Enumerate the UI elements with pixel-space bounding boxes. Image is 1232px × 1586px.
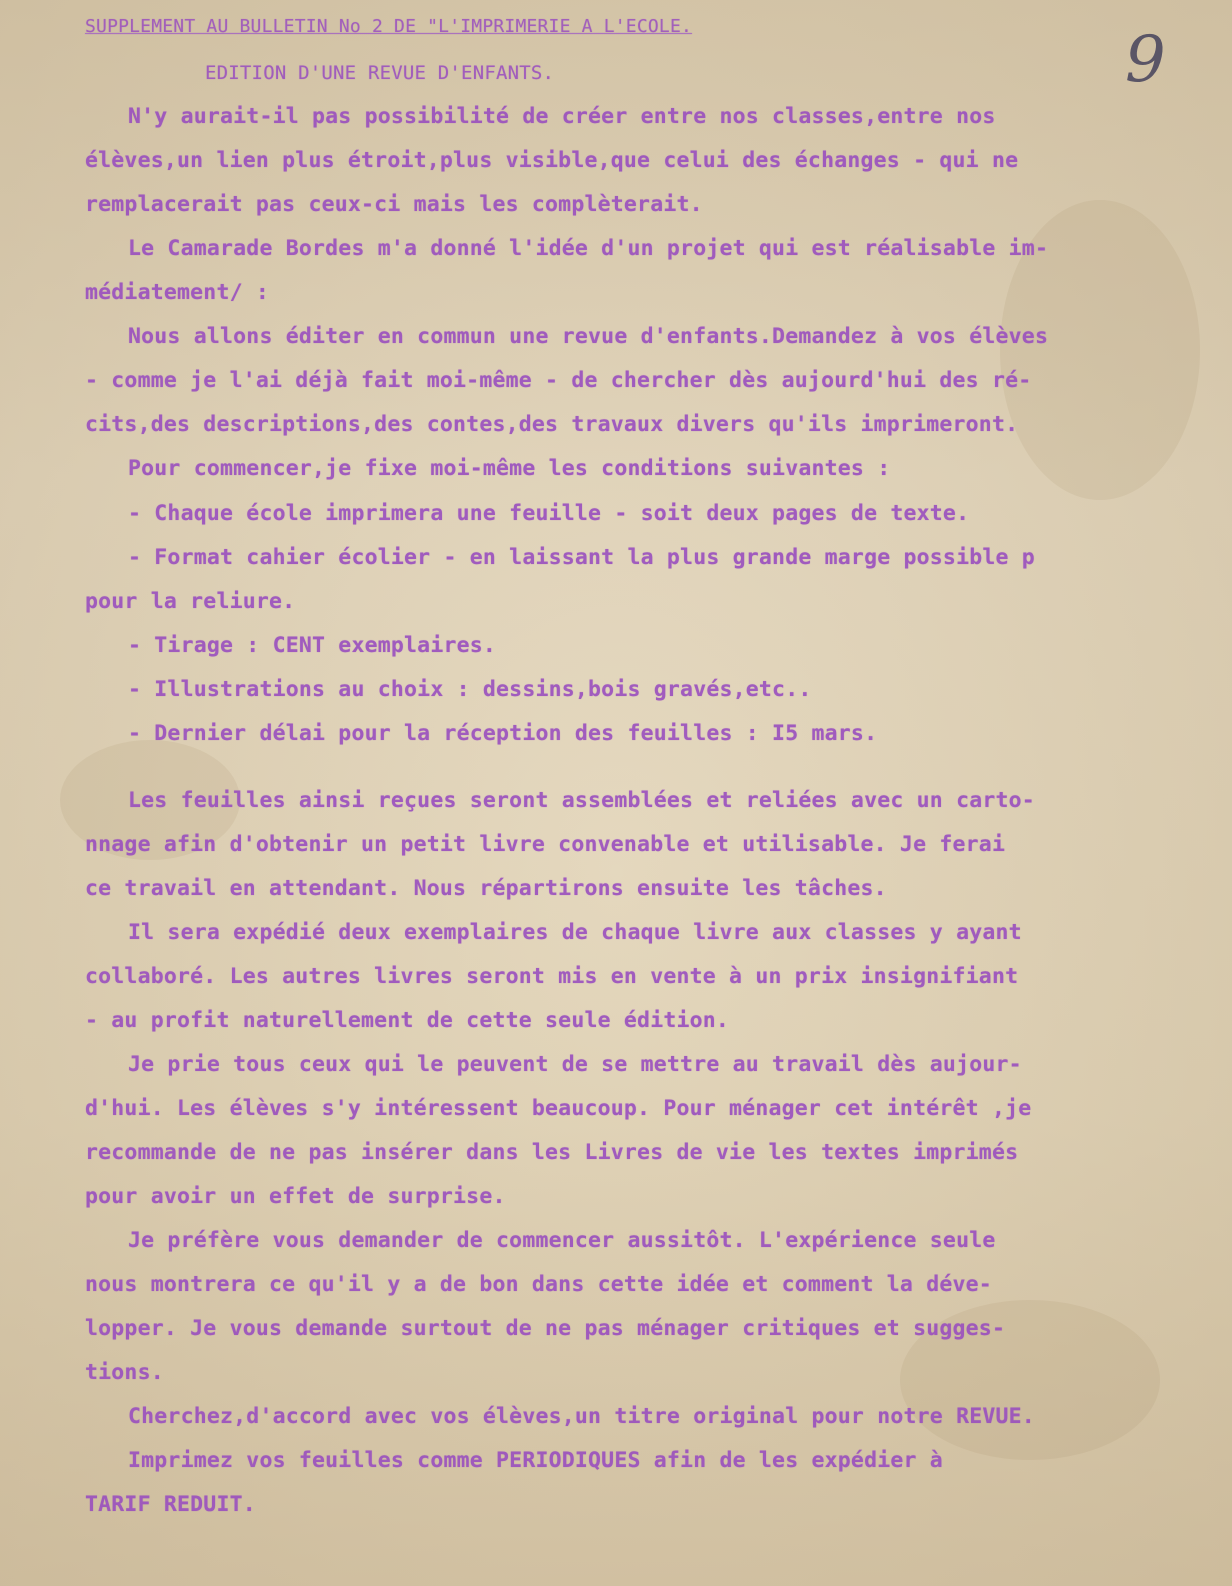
body-line: Je prie tous ceux qui le peuvent de se mettre au travail dès aujour- (128, 1052, 1022, 1077)
body-line: TARIF REDUIT. (85, 1492, 256, 1517)
body-line: pour la reliure. (85, 589, 296, 614)
body-line: N'y aurait-il pas possibilité de créer entre nos classes,entre nos (128, 104, 996, 129)
body-line: d'hui. Les élèves s'y intéressent beaucoup. Pour ménager cet intérêt ,je (85, 1096, 1032, 1121)
body-line: Pour commencer,je fixe moi-même les conditions suivantes : (128, 456, 891, 481)
document-title: EDITION D'UNE REVUE D'ENFANTS. (205, 62, 555, 84)
body-line: - au profit naturellement de cette seule édition. (85, 1008, 730, 1033)
document-header: SUPPLEMENT AU BULLETIN No 2 DE "L'IMPRIMERIE A L'ECOLE. (85, 16, 693, 37)
list-item: - Format cahier écolier - en laissant la plus grande marge possible p (128, 545, 1035, 570)
body-line: Les feuilles ainsi reçues seront assemblées et reliées avec un carto- (128, 788, 1035, 813)
body-line: recommande de ne pas insérer dans les Livres de vie les textes imprimés (85, 1140, 1019, 1165)
body-line: Imprimez vos feuilles comme PERIODIQUES afin de les expédier à (128, 1448, 943, 1473)
body-line: médiatement/ : (85, 280, 270, 305)
body-line: ce travail en attendant. Nous répartirons ensuite les tâches. (85, 876, 887, 901)
body-line: nnage afin d'obtenir un petit livre convenable et utilisable. Je ferai (85, 832, 1006, 857)
body-line: Le Camarade Bordes m'a donné l'idée d'un projet qui est réalisable im- (128, 236, 1049, 261)
body-line: cits,des descriptions,des contes,des travaux divers qu'ils imprimeront. (85, 412, 1019, 437)
body-line: collaboré. Les autres livres seront mis en vente à un prix insignifiant (85, 964, 1019, 989)
body-line: lopper. Je vous demande surtout de ne pas ménager critiques et sugges- (85, 1316, 1006, 1341)
body-line: - comme je l'ai déjà fait moi-même - de chercher dès aujourd'hui des ré- (85, 368, 1032, 393)
handwritten-page-number: 9 (1125, 23, 1166, 97)
body-line: Nous allons éditer en commun une revue d'enfants.Demandez à vos élèves (128, 324, 1049, 349)
list-item: - Chaque école imprimera une feuille - soit deux pages de texte. (128, 501, 970, 526)
body-line: nous montrera ce qu'il y a de bon dans cette idée et comment la déve- (85, 1272, 992, 1297)
body-line: remplacerait pas ceux-ci mais les complèterait. (85, 192, 703, 217)
body-line: Il sera expédié deux exemplaires de chaque livre aux classes y ayant (128, 920, 1022, 945)
body-line: Cherchez,d'accord avec vos élèves,un titre original pour notre REVUE. (128, 1404, 1035, 1429)
list-item: - Dernier délai pour la réception des feuilles : I5 mars. (128, 721, 878, 746)
list-item: - Illustrations au choix : dessins,bois gravés,etc.. (128, 677, 812, 702)
body-line: élèves,un lien plus étroit,plus visible,que celui des échanges - qui ne (85, 148, 1019, 173)
body-line: Je préfère vous demander de commencer aussitôt. L'expérience seule (128, 1228, 996, 1253)
list-item: - Tirage : CENT exemplaires. (128, 633, 497, 658)
body-line: pour avoir un effet de surprise. (85, 1184, 506, 1209)
body-line: tions. (85, 1360, 164, 1385)
